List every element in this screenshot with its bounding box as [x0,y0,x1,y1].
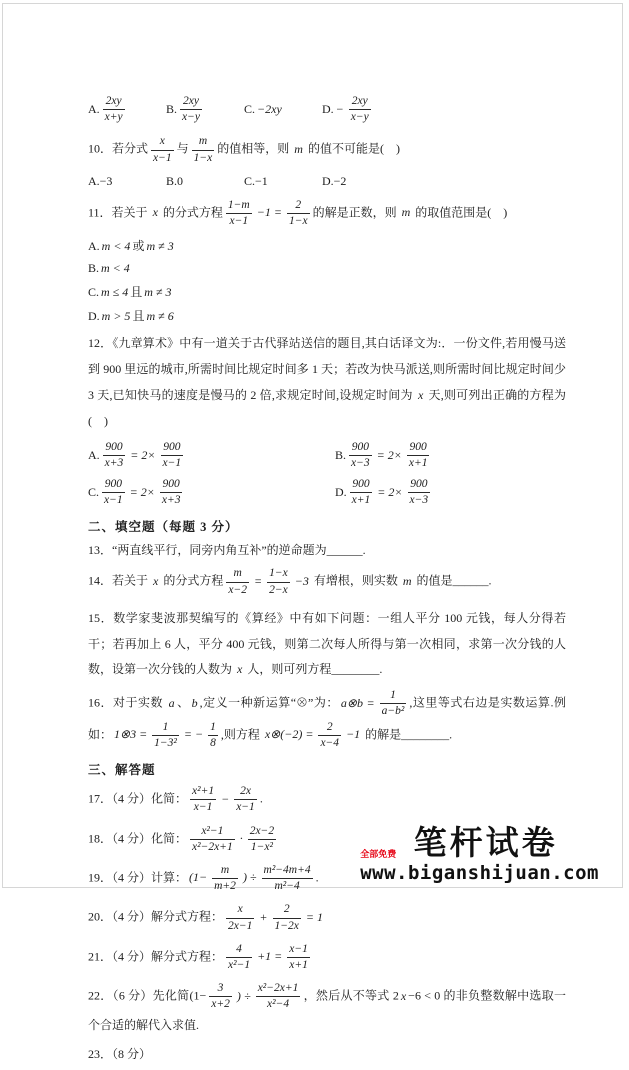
text: A. [88,239,100,254]
text: 10．若分式 [88,141,149,156]
q10-options-col-2 [244,174,322,189]
fraction: $\frac{\text{x²−2x+1}}{\text{x²−4}}$ [257,982,299,1011]
text: 的解是________. [362,727,453,742]
math-text: m [402,573,412,588]
watermark [360,817,599,884]
fraction: $\frac{2x}{x-1}$ [236,785,255,814]
fraction: $\frac{900}{x-3}$ [351,440,370,469]
math-text: · [239,830,243,845]
math-text: −3 [294,573,309,588]
text: 的解是正数，则 [312,205,400,220]
text: 19．（4 分）计算： [88,870,188,885]
text: 23．（8 分） [88,1046,152,1061]
math-text: +1 = [257,949,283,964]
text: 的取值范围是( ) [412,205,508,220]
math-text: m ≠ 3 [144,285,172,300]
text: . [315,870,319,885]
fraction: $\frac{900}{x+3}$ [161,477,181,507]
text: 13．“两直线平行，同旁内角互补”的逆命题为______. [88,543,366,558]
fraction: $\frac{m}{m+2}$ [214,863,236,893]
math-text: − [335,102,344,117]
fraction: $\frac{\text{m²−4m+4}}{\text{m²−4}}$ [263,863,311,893]
fraction: $\frac{\text{x²−1}}{\text{x²−2x+1}}$ [192,824,233,853]
fraction: $\frac{900}{x-3}$ [409,477,429,507]
text: 12．《九章算术》中有一道关于古代驿站送信的题目,其白话译文为:．一份文件,若用慢马送到 900 里远的城市,所需时间比规定时间多 1 天；若改为快马派送,则所需时间比规定时间少 3 天,已知快马的速度是慢马的 2 倍,求规定时间,设规定时间为 [88,336,566,402]
q11-option-b [88,261,566,276]
q9-options-col-0 [88,94,166,125]
math-text: x [153,573,159,588]
math-text: = 2× [130,447,156,462]
math-text: 1⊗3 = [114,727,148,742]
math-text: = [253,573,263,588]
math-text: b [191,695,198,710]
fraction: $\frac{1-x}{2-x}$ [269,567,288,596]
fraction: $\frac{\text{x²+1}}{x-1}$ [192,785,215,814]
text: 或 [132,239,145,254]
math-text: (1− [189,870,208,885]
fraction: $\frac{900}{x-1}$ [104,477,123,507]
text: . [259,791,263,806]
math-text: m [401,205,411,220]
math-text: m ≤ 4 [101,285,129,300]
fraction: $\frac{m}{x-2}$ [228,567,247,596]
fraction: $\frac{900}{x+1}$ [351,477,371,507]
math-text: x⊗(−2) = [264,727,314,742]
fraction: $\frac{2xy}{x-y}$ [350,95,369,124]
math-text: = − [183,727,204,742]
math-text: m < 4 [101,261,130,276]
text: 与 [176,141,189,156]
q11-option-c [88,283,566,300]
q21 [88,942,566,973]
fraction: $\frac{1}{\text{a−b²}}$ [381,689,405,718]
q12-options-ab-col-1 [335,440,432,471]
q10-options-col-0 [88,174,166,189]
fraction: $\frac{2}{x-4}$ [320,720,340,749]
section-3-heading: 三、解答题 [88,763,156,778]
q10-options-col-1 [166,174,244,189]
fraction: $\frac{2}{1-x}$ [288,198,308,228]
q9-options-col-3 [322,94,400,125]
fraction: $\frac{m}{1-x}$ [193,135,213,164]
math-text: x [152,205,158,220]
text: A. [88,102,100,117]
text: D. [88,309,100,324]
text: ，然后从不等式 2 [303,988,399,1003]
text: C. [88,485,100,500]
q12 [88,331,566,434]
fraction: $\frac{4}{\text{x²−1}}$ [228,942,251,972]
math-text: − [221,791,230,806]
fraction: $\frac{2xy}{x+y}$ [104,95,123,124]
fraction: $\frac{900}{x-1}$ [162,440,182,469]
section-2-heading: 二、填空题（每题 3 分） [88,520,239,535]
text: 且 [130,285,143,300]
text: 18．（4 分）化简： [88,830,188,845]
text: 22．（6 分）先化简(1− [88,988,207,1003]
text: D. [322,102,334,117]
fraction: $\frac{2}{1-2x}$ [274,903,299,932]
q23 [88,1045,566,1062]
text: −6 < 0 的非负整数解中选取一个合适的解代入求值. [88,988,566,1032]
text: 且 [132,309,145,324]
text: C. [88,285,100,300]
q9-options-col-2 [244,102,322,117]
text: D.−2 [322,173,347,188]
math-text: m > 5 [101,309,131,324]
text: 人，则可列方程________. [244,662,383,677]
text: 14．若关于 [88,573,152,588]
q14 [88,566,566,597]
text: ,这里等式右边是实数运算.例如： [88,695,566,742]
q11 [88,198,566,229]
text: 、 [176,695,190,710]
q20 [88,902,566,933]
q12-options-cd-col-1 [335,477,433,508]
watermark-brand-row [360,817,599,864]
text: B. [88,261,100,276]
text: D. [335,485,347,500]
q15 [88,606,566,683]
math-text: a⊗b = [340,695,375,710]
watermark-url: www.biganshijuan.com [360,862,599,884]
fraction: $\frac{x}{2x-1}$ [228,903,253,932]
text: B.0 [166,173,184,188]
text: 天,则可列出正确的方程为( ) [88,387,566,428]
text: ,定义一种新运算“⊗”为： [199,695,339,710]
math-text: ) ÷ [242,870,257,885]
text: 17．（4 分）化简： [88,791,188,806]
q10-options-col-3 [322,174,400,189]
fraction: $\frac{x-1}{x+1}$ [289,942,308,972]
q12-options-ab-col-0 [88,440,335,471]
q10 [88,134,566,165]
math-text: −1 [346,727,361,742]
fraction: $\frac{x}{x-1}$ [153,135,172,164]
text: 有增根，则实数 [310,573,401,588]
math-text: m ≠ 6 [146,309,174,324]
q9-options [88,94,566,125]
text: 的值相等，则 [217,141,293,156]
fraction: $\frac{2x-2}{\text{1−x²}}$ [249,824,275,853]
text: ,则方程 [220,727,263,742]
math-text: x [400,988,407,1003]
fraction: $\frac{900}{x+3}$ [104,440,124,469]
math-text: m [294,141,303,156]
q10-options [88,174,566,189]
text: 20．（4 分）解分式方程： [88,909,224,924]
q12-options-cd [88,477,566,508]
math-text: a [168,695,175,710]
text: 16．对于实数 [88,695,167,710]
math-text: x [237,662,243,677]
text: 的值是______. [413,573,492,588]
watermark-free-label: 全部免费 [360,849,397,859]
fraction: $\frac{1-m}{x-1}$ [227,198,250,228]
text: B. [335,447,347,462]
math-text: = 2× [377,485,403,500]
q11-option-a [88,237,566,254]
text: A.−3 [88,173,113,188]
text: C. [244,102,256,117]
text: B. [166,102,178,117]
math-text: = 1 [305,909,323,924]
text: 21．（4 分）解分式方程： [88,949,224,964]
text: 15．数学家斐波那契编写的《算经》中有如下问题：一组人平分 100 元钱，每人分得若干；若再加上 6 人，平分 400 元钱，则第二次每人所得与第一次相同，求第一次分钱的人数，设第一次分钱的人数为 [88,610,566,677]
math-text: −1 = [256,205,282,220]
math-text: + [259,909,268,924]
q22 [88,981,566,1038]
text: 的分式方程 [159,205,223,220]
text: C.−1 [244,173,268,188]
q16 [88,688,566,751]
fraction: $\frac{3}{x+2}$ [211,982,230,1011]
fraction: $\frac{1}{8}$ [210,720,216,749]
text: A. [88,447,100,462]
text: 的值不可能是( ) [304,141,400,156]
q11-option-d [88,307,566,324]
document-lines [88,92,566,1070]
math-text: ) ÷ [236,988,251,1003]
q13 [88,541,566,558]
math-text: = 2× [129,485,155,500]
fraction: $\frac{1}{\text{1−3²}}$ [154,720,177,749]
q9-options-col-1 [166,94,244,125]
math-text: m ≠ 3 [146,239,174,254]
watermark-brand: 笔杆试卷 [413,826,558,862]
text: 11．若关于 [88,205,151,220]
q12-options-ab [88,440,566,471]
math-text: −2xy [257,102,282,117]
fraction: $\frac{900}{x+1}$ [408,440,428,469]
fraction: $\frac{2xy}{x-y}$ [182,95,200,124]
q17 [88,784,566,815]
math-text: m < 4 [101,239,131,254]
math-text: = 2× [376,447,402,462]
q12-options-cd-col-0 [88,477,335,508]
text: 的分式方程 [160,573,224,588]
math-text: x [417,387,424,402]
